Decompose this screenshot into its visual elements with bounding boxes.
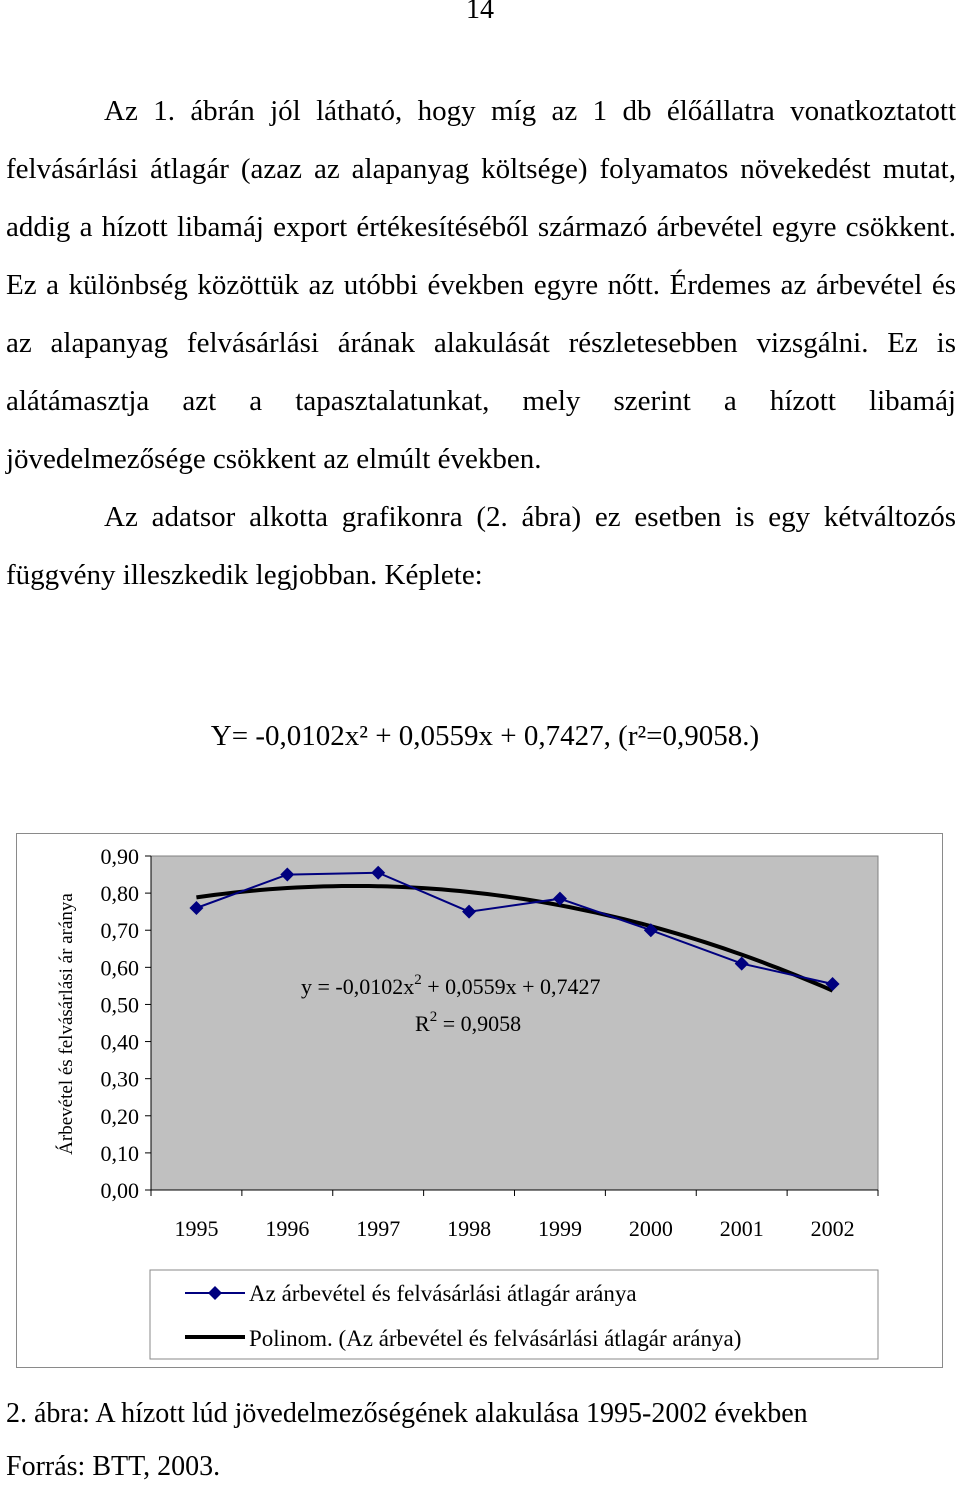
y-tick-label: 0,60 <box>100 955 139 981</box>
x-tick-label: 1995 <box>174 1216 219 1241</box>
x-tick-label: 1996 <box>265 1216 310 1241</box>
page-number: 14 <box>466 0 494 25</box>
y-tick-label: 0,30 <box>100 1066 139 1092</box>
x-tick-label: 1997 <box>356 1216 401 1241</box>
chart-frame <box>16 833 943 1368</box>
paragraph-2: Az adatsor alkotta grafikonra (2. ábra) ez esetben is egy kétváltozós függvény illeszkedik legjobban. Képlete: <box>6 501 956 591</box>
y-tick-label: 0,20 <box>100 1103 139 1129</box>
legend-series-label: Az árbevétel és felvásárlási átlagár aránya <box>249 1281 637 1306</box>
x-tick-label: 1998 <box>447 1216 492 1241</box>
y-tick-label: 0,10 <box>100 1140 139 1166</box>
trend-equation: $y = -0,0102x^2 + 0,0559x + 0,7427$ <box>301 972 601 999</box>
paragraph-1: Az 1. ábrán jól látható, hogy míg az 1 db élőállatra vonatkoztatott felvásárlási átlagár (azaz az alapanyag költsége) folyamatos növekedést mutat, addig a hízott libamáj export értékesítéséből származó árbevétel egyre csökkent. Ez a különbség közöttük az utóbbi években egyre nőtt. Érdemes az árbevétel és az alapanyag felvásárlási árának alakulását részletesebben vizsgálni. Ez is alátámasztja azt a tapasztalatunkat, mely szerint a hízott libamáj jövedelmezősége csökkent az elmúlt években. <box>6 95 956 475</box>
body-text <box>6 82 956 604</box>
x-tick-label: 1999 <box>537 1216 582 1241</box>
y-tick-label: 0,70 <box>100 918 139 944</box>
y-axis-title: Árbevétel és felvásárlási ár aránya <box>56 893 77 1155</box>
formula-text: Y= -0,0102x² + 0,0559x + 0,7427, (r²=0,9058.) <box>210 720 760 752</box>
y-tick-label: 0,00 <box>100 1178 139 1203</box>
formula <box>0 720 960 753</box>
figure-source: Forrás: BTT, 2003. <box>6 1451 221 1482</box>
y-tick-label: 0,50 <box>100 992 139 1018</box>
x-tick-label: 2001 <box>719 1216 764 1241</box>
figure-caption: 2. ábra: A hízott lúd jövedelmezőségének alakulása 1995-2002 években <box>6 1398 808 1429</box>
chart <box>17 834 944 1369</box>
y-tick-label: 0,80 <box>100 881 139 907</box>
y-tick-label: 0,90 <box>100 844 139 869</box>
trend-r-squared: $R^2 = 0,9058$ <box>415 1009 522 1036</box>
x-tick-label: 2002 <box>810 1216 855 1241</box>
y-tick-label: 0,40 <box>100 1029 139 1055</box>
x-tick-label: 2000 <box>628 1216 673 1241</box>
legend-trend-label: Polinom. (Az árbevétel és felvásárlási átlagár aránya) <box>249 1326 742 1351</box>
